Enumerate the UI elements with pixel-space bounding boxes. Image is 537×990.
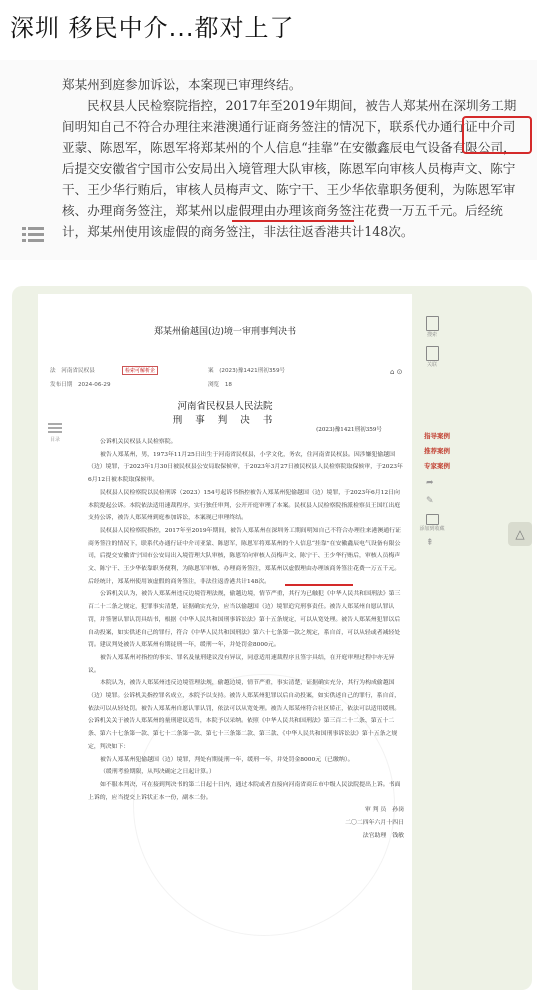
related-tab-icon[interactable]: 关联 [418,346,446,368]
document-title: 郑某州偷越国(边)境一审刑事判决书 [153,327,297,337]
paragraph: 公诉机关民权县人民检察院。 [100,439,177,445]
excerpt-line: 郑某州到庭参加诉讼，本案现已审理终结。 [62,77,302,92]
edit-icon[interactable]: ✎ [426,496,434,506]
expert-case-tag[interactable]: 专家案例 [424,462,450,470]
excerpt-paragraph: 民权县人民检察院指控，2017年至2019年期间，被告人郑某州在深圳务工期间明知自己不符合办理往来港澳通行证商务签注的情况下，联系代办通行证中介司亚蒙、陈恩军，陈恩军将郑某州的个人信息“挂靠”在安徽鑫辰电气设备有限公司，后提交安徽省宁国市公安局出入境管理大队审核，陈恩军向审核人员梅声文、陈宁干、王少华行贿后，审核人员梅声文、陈宁干、王少华依靠职务便利，为陈恩军审核、办理商务签注，郑某州以虚假理由办理该商务签注花费一万五千元。后经统计，郑某州使用该虚假的商务签注，非法往返香港共计148次。 [62,98,517,239]
catalog-button[interactable]: 目录 [48,422,62,443]
judgment-document [38,294,412,990]
header [0,0,537,46]
list-icon[interactable] [22,226,44,248]
paragraph: 被告人郑某州犯偷越国（边）境罪，判处有期徒刑一年，缓刑一年，并处罚金8000元（已缴纳）。 [100,756,354,763]
headline: 深圳 移民中介...都对上了 [10,14,295,42]
search-tab-icon[interactable]: 搜索 [418,316,446,338]
paragraph: 公诉机关认为，被告人郑某州违反边境管理法规，偷越边境，情节严重，其行为已触犯《中华人民共和国刑法》第三百二十二条之规定，犯罪事实清楚，证据确实充分，应当以偷越国（边）境罪追究刑事责任。被告人郑某州自愿认罪认罚，并签署认罪认罚具结书，根据《中华人民共和国刑事诉讼法》第十五条规定，可以从宽处理。被告人郑某州犯罪以后自动投案，如实供述自己的罪行，符合《中华人民共和国刑法》第六十七条第一款之规定，系自首，可以从轻或者减轻处罚。建议判处被告人郑某州有期徒刑一年，缓刑一年，并处罚金8000元。 [88,591,401,649]
highlight-underline [232,220,354,222]
clerk-signature: 法官助理 钱敏 [362,832,404,839]
back-to-top-icon[interactable]: ⇞ [426,538,434,548]
share-icon[interactable]: ➦ [426,478,434,488]
paragraph: 如不服本判决，可在接到判决书的第二日起十日内，通过本院或者直接向河南省商丘市中级人民法院提出上诉。书面上诉的，应当提交上诉状正本一份，副本二份。 [88,781,401,801]
zoomed-excerpt [0,60,537,260]
court-name: 河南省民权县人民法院 [177,401,273,412]
paragraph: 本院认为，被告人郑某州违反边境管理法规，偷越边境，情节严重，事实清楚，证据确实充分，其行为构成偷越国（边）境罪。公诉机关指控罪名成立，本院予以支持。被告人郑某州犯罪以后自动投案，如实供述自己的罪行，系自首，依法可以从轻处罚。被告人郑某州自愿认罪认罚，依法可以从宽处理。被告人郑某州符合社区矫正，依法可以适用缓刑。公诉机关关于被告人郑某州的量刑建议适当，本院予以采纳。依照《中华人民共和国刑法》第三百二十二条、第五十二条、第六十七条第一款、第七十二条第一款、第七十三条第二款、第三款、《中华人民共和国刑事诉讼法》第十五条之规定，判决如下： [88,680,401,750]
paragraph: 民权县人民检察院指控，2017年至2019年期间，被告人郑某州在深圳务工期间明知自己不符合办理往来港澳通行证商务签注的情况下，联系代办通行证中介司亚蒙、陈恩军，陈恩军将郑某州的个人信息“挂靠”在安徽鑫辰电气设备有限公司，后提交安徽省宁国市公安局出入境管理大队审核，陈恩军向审核人员梅声文、陈宁干、王少华行贿后，审核人员梅声文、陈宁干、王少华依靠职务便利，为陈恩军审核、办理商务签注，郑某州以虚假理由办理该商务签注花费一万五千元。后经统计，郑某州使用该虚假的商务签注，非法往返香港共计148次。 [88,527,401,585]
meta-case: 案 (2023)豫1421刑初359号 [208,368,286,374]
paragraph: 民权县人民检察院以民检刑诉（2023）154号起诉书指控被告人郑某州犯偷越国（边）境罪，于2023年6月12日向本院提起公诉。本院依法适用速裁程序，实行独任审判，公开开庭审理了本案。民权县人民检察院指派检察员王国红出庭支持公诉，被告人郑某州到庭参加诉讼，本案现已审理终结。 [88,489,401,522]
meta-date: 发布日期 2024-06-29 [50,382,111,388]
meta-court: 法 河南省民权县 [50,368,95,374]
guide-case-tag[interactable]: 指导案例 [424,432,450,440]
judgment-date: 二〇二四年六月十四日 [345,820,404,827]
verdict-type: 刑 事 判 决 书 [172,415,278,426]
paragraph: 被告人郑某州对指控的事实、罪名及量刑建议没有异议，同意适用速裁程序且签字具结，在开庭审理过程中亦无异议。 [88,654,395,674]
highlight-box [462,116,532,154]
paragraph: 被告人郑某州，男，1973年11月25日出生于河南省民权县，小学文化，务农，住河南省民权县。因涉嫌犯偷越国（边）境罪，于2023年1月30日被民权县公安局取保候审，于2023年3月27日被民权县人民检察院取保候审，于2023年6月12日被本院取保候审。 [88,451,403,484]
recommended-case-tag[interactable]: 推荐案例 [424,447,450,455]
case-number: (2023)豫1421刑初359号 [316,427,382,433]
document-body [88,436,404,843]
parse-badge[interactable]: 检索可解析企 [122,366,158,375]
meta-views: 浏览 18 [208,382,232,388]
paragraph: （缓刑考验期限，从判决确定之日起计算。） [100,769,215,776]
document-underline [285,584,353,586]
font-size-button[interactable]: △ [508,522,532,546]
home-icon[interactable]: ⌂ ⊙ [390,368,403,376]
judge-signature: 审 判 员 孙岗 [364,807,404,814]
favorite-icon[interactable]: 添加到收藏 [418,514,446,532]
